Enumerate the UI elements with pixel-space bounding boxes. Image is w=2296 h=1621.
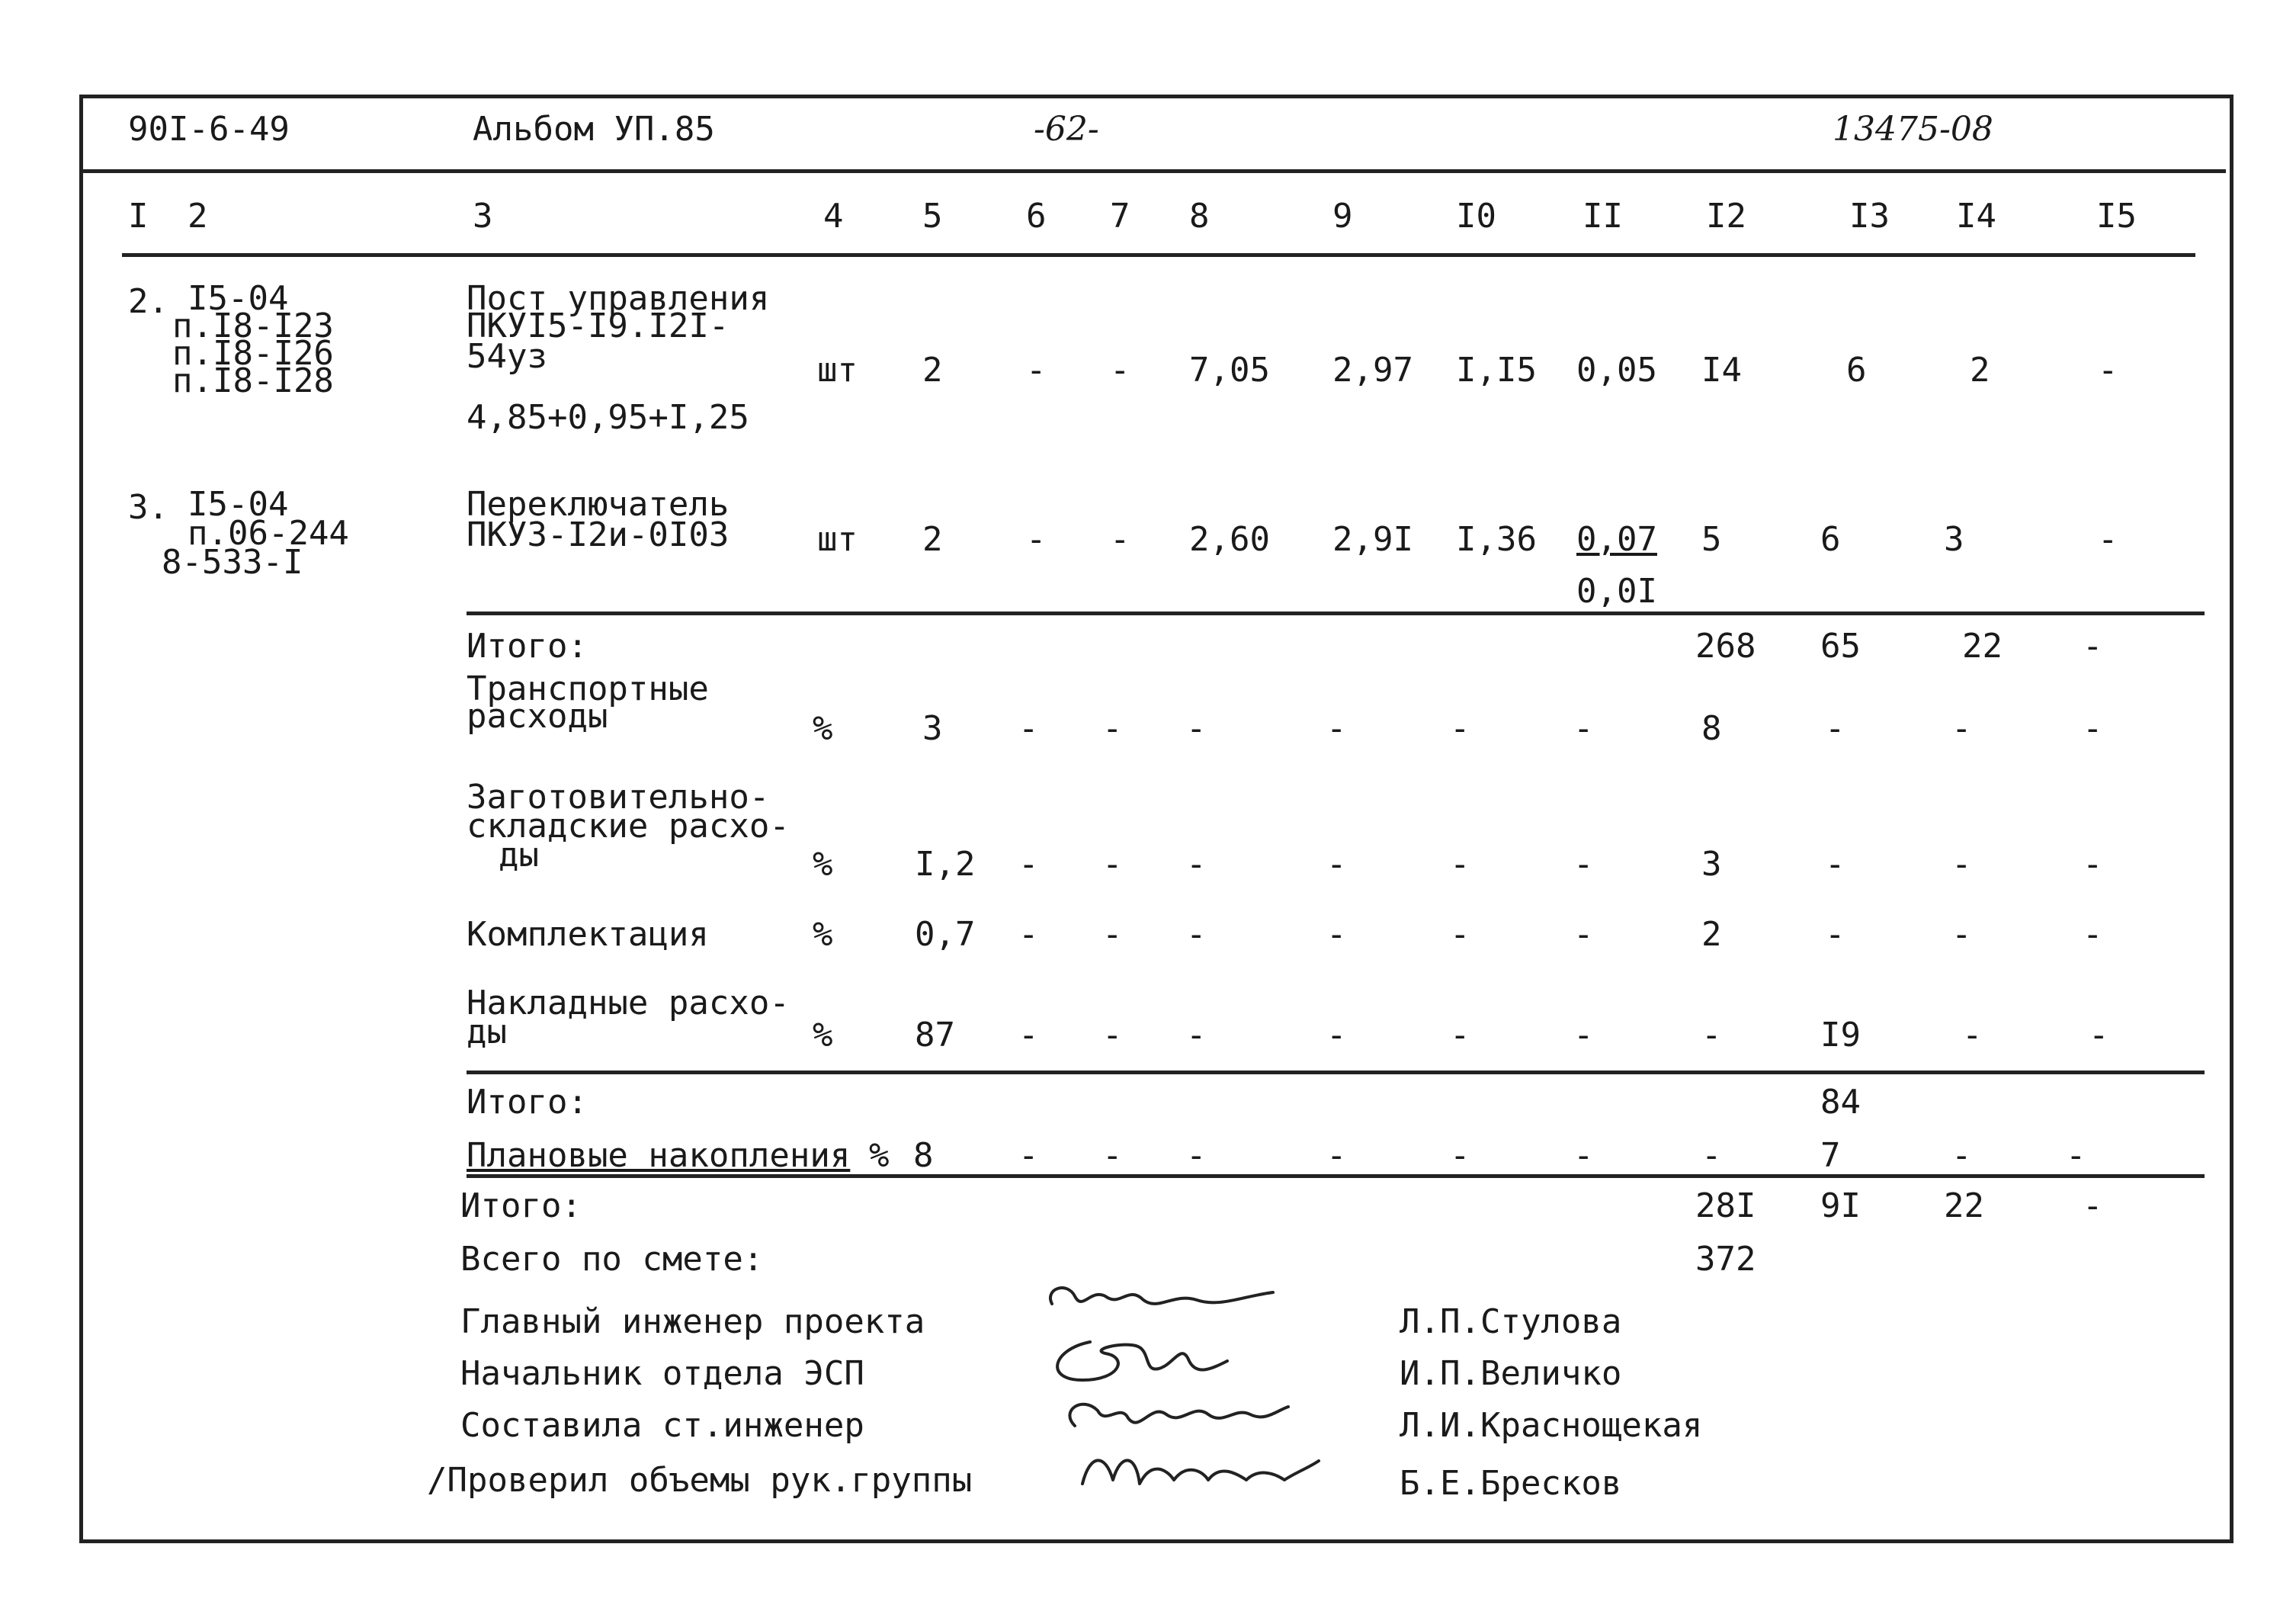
cell: - [1450, 1136, 1470, 1175]
cell: - [1186, 845, 1207, 884]
cell-fraction-top: 0,07 [1576, 520, 1657, 559]
col-number: 4 [823, 197, 844, 236]
row-divider [467, 1174, 2205, 1178]
row-divider [467, 1071, 2205, 1074]
page-number: -62- [1034, 110, 1099, 149]
col-number: II [1583, 197, 1623, 236]
item-code: п.06-244 [188, 514, 349, 553]
row-divider [467, 611, 2205, 615]
cell: 2,9I [1332, 520, 1413, 559]
row-label: ды [499, 836, 539, 875]
qty: 2 [922, 520, 943, 559]
item-code: п.I8-I28 [172, 361, 334, 400]
item-code: п.I8-I26 [172, 334, 334, 373]
pct: I,2 [915, 845, 976, 884]
cell: - [1450, 845, 1470, 884]
subtotal-label: Итого: [467, 1083, 588, 1122]
cell: - [2098, 520, 2118, 559]
item-code: п.I8-I23 [172, 307, 334, 345]
row-label: Транспортные [467, 669, 709, 708]
col-number: 3 [473, 197, 493, 236]
cell: - [2066, 1136, 2086, 1175]
cell-fraction-bottom: 0,0I [1576, 572, 1657, 611]
unit: % [813, 915, 833, 954]
album-label: Альбом УП.85 [473, 110, 715, 149]
pct: 3 [922, 709, 943, 748]
item-number: 2. [128, 282, 168, 321]
row-label: Плановые накопления [467, 1136, 851, 1175]
row-label: Комплектация [467, 915, 709, 954]
signature-name: Б.Е.Бресков [1400, 1464, 1622, 1503]
item-code: 8-533-I [162, 543, 303, 582]
cell: - [1018, 915, 1039, 954]
cell: 8 [1701, 709, 1722, 748]
pct: 8 [913, 1136, 934, 1175]
cell: - [1825, 709, 1845, 748]
subtotal-label: Итого: [467, 627, 588, 666]
cell: - [1951, 1136, 1972, 1175]
cell: - [1450, 915, 1470, 954]
cell: - [1573, 709, 1594, 748]
cell: I4 [1701, 351, 1742, 390]
cell: - [1018, 709, 1039, 748]
subtotal-label: Итого: [460, 1186, 582, 1225]
item-code: I5-04 [188, 485, 289, 524]
cell: 2,97 [1332, 351, 1413, 390]
cell: - [1186, 1016, 1207, 1054]
cell: - [1573, 1136, 1594, 1175]
cell: 2 [1970, 351, 1990, 390]
cell: - [1102, 915, 1123, 954]
handwritten-signature-4 [1067, 1438, 1326, 1507]
item-formula: 4,85+0,95+I,25 [467, 398, 749, 437]
cell: 2 [1701, 915, 1722, 954]
signature-role: Составила ст.инженер [460, 1406, 864, 1445]
col-number: 8 [1189, 197, 1210, 236]
cell: - [1450, 1016, 1470, 1054]
cell: - [1825, 845, 1845, 884]
signature-name: Л.П.Стулова [1400, 1302, 1622, 1341]
item-name: Пост управления [467, 279, 770, 318]
cell: - [1026, 520, 1047, 559]
cell: - [1102, 1136, 1123, 1175]
document-code: 90I-6-49 [128, 110, 290, 149]
cell: 84 [1820, 1083, 1861, 1122]
cell: - [1102, 709, 1123, 748]
col-number: 5 [922, 197, 943, 236]
cell: I,I5 [1456, 351, 1537, 390]
cell: - [1825, 915, 1845, 954]
qty: 2 [922, 351, 943, 390]
column-numbers-divider [122, 253, 2195, 257]
cell: 28I [1695, 1186, 1756, 1225]
cell: 3 [1944, 520, 1964, 559]
cell: - [1110, 351, 1130, 390]
item-name: ПКУI5-I9.I2I- [467, 307, 730, 345]
cell: 6 [1820, 520, 1841, 559]
cell: - [1026, 351, 1047, 390]
cell: - [1326, 709, 1347, 748]
cell: 3 [1701, 845, 1722, 884]
cell: - [1573, 1016, 1594, 1054]
item-name: 54уз [467, 337, 547, 376]
cell: - [1018, 1016, 1039, 1054]
grand-total-label: Всего по смете: [460, 1240, 764, 1279]
unit: шт [817, 351, 858, 390]
row-label: Заготовительно- [467, 778, 770, 817]
pct: 87 [915, 1016, 955, 1054]
row-label: складские расхо- [467, 807, 790, 846]
cell: - [2083, 627, 2103, 666]
cell: - [2083, 709, 2103, 748]
cell: - [1951, 709, 1972, 748]
col-number: I5 [2096, 197, 2137, 236]
cell: - [1450, 709, 1470, 748]
cell: - [1326, 915, 1347, 954]
col-number: 2 [188, 197, 208, 236]
cell: - [1951, 915, 1972, 954]
cell: - [1110, 520, 1130, 559]
cell: 5 [1701, 520, 1722, 559]
cell: 0,05 [1576, 351, 1657, 390]
signature-name: И.П.Величко [1400, 1354, 1622, 1393]
col-number: I0 [1456, 197, 1496, 236]
cell: - [1701, 1136, 1722, 1175]
cell: 22 [1962, 627, 2003, 666]
signature-role: Начальник отдела ЭСП [460, 1354, 864, 1393]
col-number: I3 [1849, 197, 1890, 236]
cell: - [1951, 845, 1972, 884]
cell: - [1573, 845, 1594, 884]
cell: I,36 [1456, 520, 1537, 559]
item-code: I5-04 [188, 279, 289, 318]
col-number: I [128, 197, 149, 236]
cell: 6 [1846, 351, 1867, 390]
col-number: 6 [1026, 197, 1047, 236]
row-label: расходы [467, 697, 608, 736]
header-divider [79, 169, 2226, 173]
col-number: I2 [1706, 197, 1746, 236]
unit: % [813, 845, 833, 884]
cell: - [2098, 351, 2118, 390]
signature-name: Л.И.Краснощекая [1400, 1406, 1703, 1445]
row-label: ды [467, 1013, 507, 1051]
grand-total-value: 372 [1695, 1240, 1756, 1279]
col-number: 9 [1332, 197, 1353, 236]
cell: - [2083, 915, 2103, 954]
cell: - [2083, 1186, 2103, 1225]
handwritten-signature-1 [1037, 1273, 1288, 1334]
cell: - [1326, 1136, 1347, 1175]
cell: - [1018, 1136, 1039, 1175]
cell: - [1186, 915, 1207, 954]
cell: - [1573, 915, 1594, 954]
cell: 9I [1820, 1186, 1861, 1225]
cell: - [1018, 845, 1039, 884]
cell: - [1326, 1016, 1347, 1054]
cell: - [1962, 1016, 1983, 1054]
cell: - [2083, 845, 2103, 884]
cell: 2,60 [1189, 520, 1270, 559]
cell: - [1701, 1016, 1722, 1054]
cell: - [1102, 1016, 1123, 1054]
unit: % [813, 709, 833, 748]
cell: I9 [1820, 1016, 1861, 1054]
item-number: 3. [128, 488, 168, 527]
pct: 0,7 [915, 915, 976, 954]
item-name: Переключатель [467, 485, 730, 524]
cell: 7 [1820, 1136, 1841, 1175]
unit: шт [817, 520, 858, 559]
doc-number: 13475-08 [1833, 110, 1993, 149]
cell: - [1186, 709, 1207, 748]
cell: - [1186, 1136, 1207, 1175]
cell: 65 [1820, 627, 1861, 666]
cell: - [1102, 845, 1123, 884]
cell: - [1326, 845, 1347, 884]
row-label: Накладные расхо- [467, 984, 790, 1022]
cell: 22 [1944, 1186, 1984, 1225]
col-number: I4 [1956, 197, 1996, 236]
signature-role: /Проверил объемы рук.группы [427, 1461, 973, 1500]
item-name: ПКУЗ-I2и-0I03 [467, 515, 730, 554]
unit: % [813, 1016, 833, 1054]
cell: 268 [1695, 627, 1756, 666]
col-number: 7 [1110, 197, 1130, 236]
unit: % [869, 1136, 890, 1175]
cell: - [2089, 1016, 2109, 1054]
cell: 7,05 [1189, 351, 1270, 390]
signature-role: Главный инженер проекта [460, 1302, 925, 1341]
